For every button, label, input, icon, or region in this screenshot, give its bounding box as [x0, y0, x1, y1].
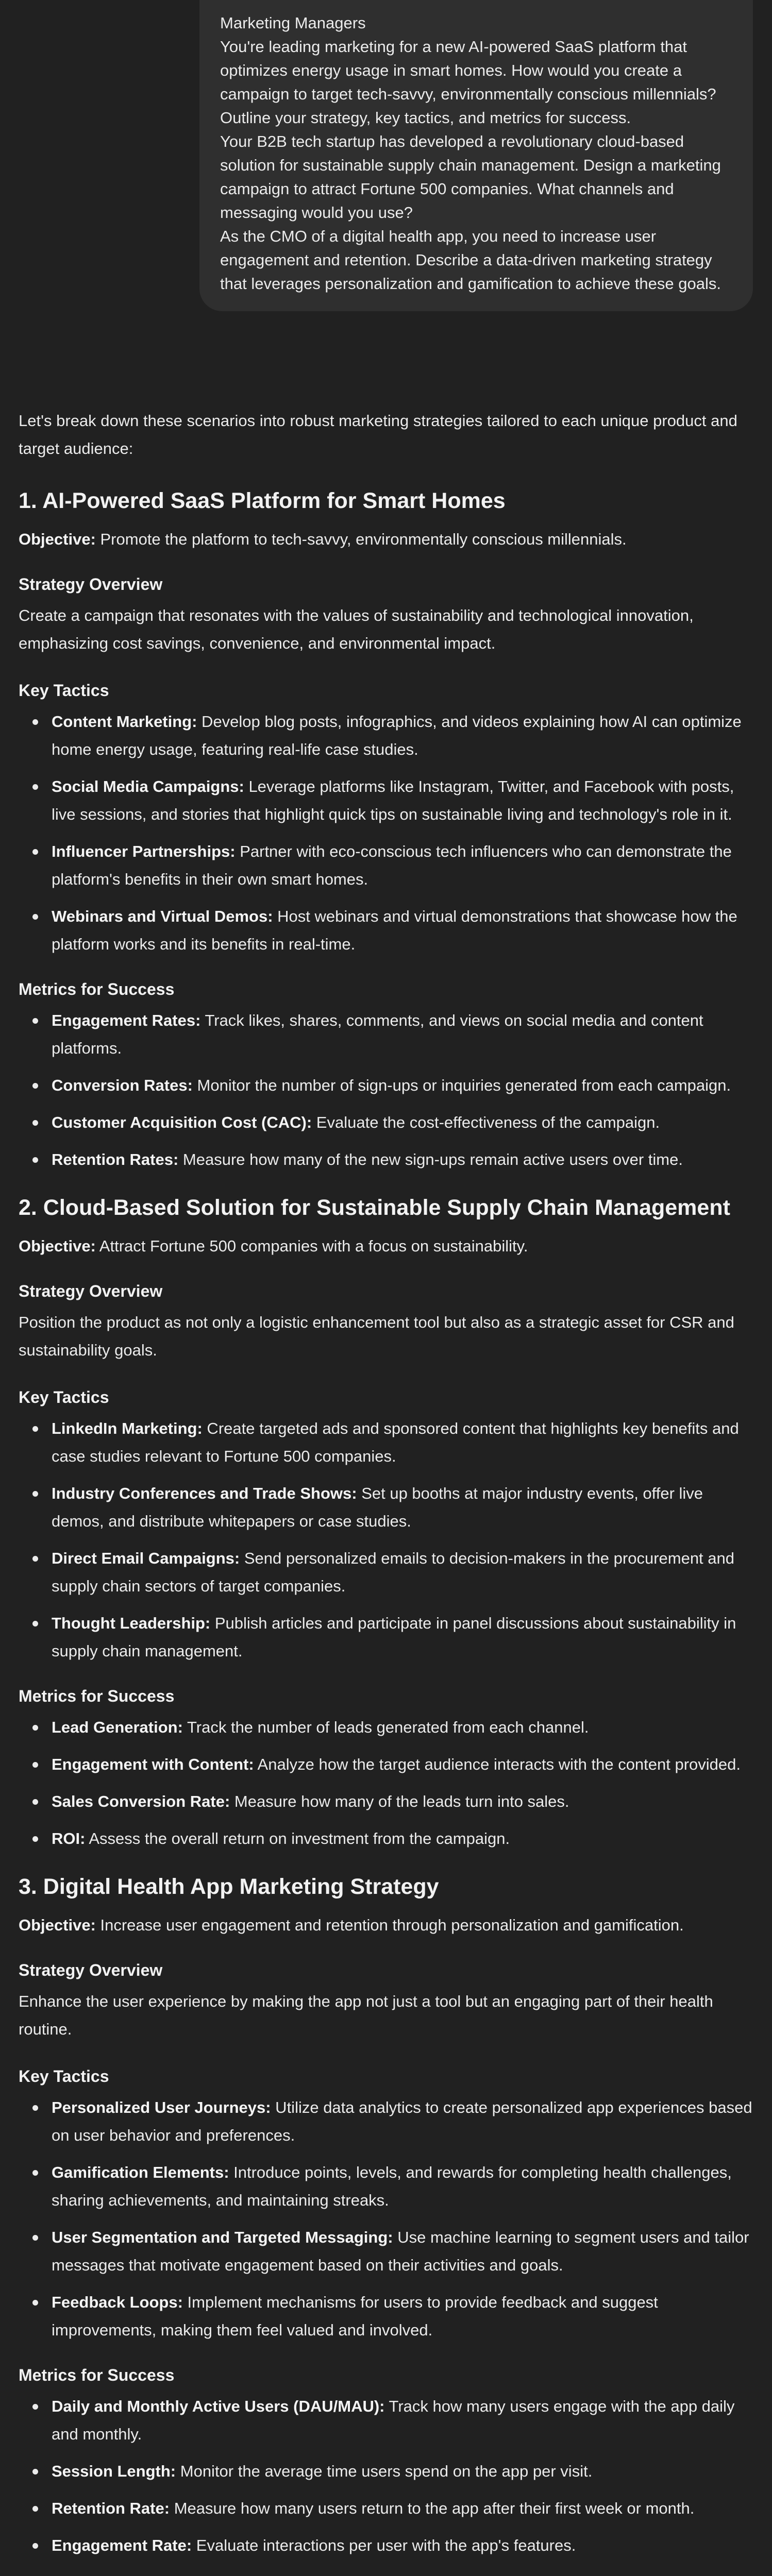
item-label: ROI:	[52, 1829, 86, 1848]
user-message-bubble	[199, 0, 753, 311]
list-item	[52, 838, 753, 893]
section-title: 3. Digital Health App Marketing Strategy	[19, 1874, 439, 1899]
list-item	[52, 2224, 753, 2279]
objective	[19, 1232, 753, 1260]
list-item	[52, 773, 753, 828]
list-item	[52, 1751, 753, 1778]
list-item	[52, 1609, 753, 1665]
objective-label: Objective:	[19, 530, 96, 548]
objective-text: Increase user engagement and retention through personalization and gamification.	[95, 1916, 684, 1934]
strategy-overview-heading: Strategy Overview	[19, 575, 163, 594]
metrics-list	[19, 1007, 753, 1174]
list-item	[52, 1146, 753, 1174]
item-text: Track how many users engage with the app daily and monthly.	[52, 2397, 735, 2443]
user-message-line: Marketing Managers	[220, 14, 366, 32]
metrics-heading: Metrics for Success	[19, 1687, 175, 1705]
list-item	[52, 1109, 753, 1137]
objective-text: Promote the platform to tech-savvy, environmentally conscious millennials.	[95, 530, 627, 548]
objective	[19, 526, 753, 553]
list-item	[52, 2393, 753, 2448]
objective-text: Attract Fortune 500 companies with a focus on sustainability.	[95, 1237, 528, 1255]
item-text: Measure how many of the new sign-ups remain active users over time.	[178, 1150, 683, 1168]
objective-label: Objective:	[19, 1237, 96, 1255]
item-text: Measure how many of the leads turn into sales.	[230, 1792, 569, 1810]
item-text: Evaluate the cost-effectiveness of the campaign.	[312, 1113, 660, 1131]
item-label: Daily and Monthly Active Users (DAU/MAU):	[52, 2397, 385, 2415]
metrics-heading: Metrics for Success	[19, 980, 175, 998]
list-item	[52, 1072, 753, 1099]
item-label: Session Length:	[52, 2462, 176, 2480]
item-label: Customer Acquisition Cost (CAC):	[52, 1113, 312, 1131]
item-label: Sales Conversion Rate:	[52, 1792, 230, 1810]
strategy-overview-heading: Strategy Overview	[19, 1961, 163, 1979]
item-label: Engagement with Content:	[52, 1755, 254, 1773]
objective	[19, 1911, 753, 1939]
assistant-message	[19, 407, 753, 2576]
key-tactics-list	[19, 708, 753, 958]
item-text: Use machine learning to segment users and tailor messages that motivate engagement based on their activities and goals.	[52, 2228, 749, 2274]
list-item	[52, 2094, 753, 2149]
item-text: Analyze how the target audience interacts with the content provided.	[254, 1755, 741, 1773]
item-text: Set up booths at major industry events, offer live demos, and distribute whitepapers or case studies.	[52, 1484, 703, 1530]
list-item	[52, 2289, 753, 2344]
section-title: 2. Cloud-Based Solution for Sustainable Supply Chain Management	[19, 1195, 730, 1220]
item-text: Implement mechanisms for users to provide feedback and suggest improvements, making them feel valued and involved.	[52, 2293, 658, 2339]
section-title: 1. AI-Powered SaaS Platform for Smart Homes	[19, 488, 506, 513]
key-tactics-heading: Key Tactics	[19, 2067, 109, 2086]
item-text: Monitor the average time users spend on the app per visit.	[176, 2462, 593, 2480]
list-item	[52, 1545, 753, 1600]
list-item	[52, 1480, 753, 1535]
item-label: Conversion Rates:	[52, 1076, 193, 1094]
item-label: Engagement Rate:	[52, 2536, 192, 2554]
metrics-list	[19, 2393, 753, 2560]
metrics-list	[19, 1714, 753, 1853]
list-item	[52, 1714, 753, 1741]
item-text: Partner with eco-conscious tech influencers who can demonstrate the platform's benefits in their own smart homes.	[52, 842, 732, 888]
item-label: Engagement Rates:	[52, 1011, 201, 1029]
strategy-overview-text: Create a campaign that resonates with the values of sustainability and technological innovation, emphasizing cost savings, convenience, and environmental impact.	[19, 606, 694, 652]
item-label: Influencer Partnerships:	[52, 842, 236, 860]
item-text: Introduce points, levels, and rewards for completing health challenges, sharing achievements, and maintaining streaks.	[52, 2163, 732, 2209]
item-label: Retention Rates:	[52, 1150, 179, 1168]
item-text: Evaluate interactions per user with the app's features.	[192, 2536, 576, 2554]
item-label: Feedback Loops:	[52, 2293, 183, 2311]
item-label: Thought Leadership:	[52, 1614, 211, 1632]
item-text: Track the number of leads generated from each channel.	[182, 1718, 589, 1736]
key-tactics-list	[19, 1415, 753, 1665]
user-message-line: You're leading marketing for a new AI-powered SaaS platform that optimizes energy usage in smart homes. How would you create a campaign to target tech-savvy, environmentally conscious millennials? Outline your strategy, key tactics, and metrics for success.	[220, 38, 716, 127]
strategy-overview-heading: Strategy Overview	[19, 1282, 163, 1300]
list-item	[52, 2458, 753, 2485]
item-label: Lead Generation:	[52, 1718, 183, 1736]
metrics-heading: Metrics for Success	[19, 2366, 175, 2384]
list-item	[52, 2495, 753, 2522]
item-text: Monitor the number of sign-ups or inquiries generated from each campaign.	[192, 1076, 731, 1094]
list-item	[52, 1007, 753, 1062]
user-message-line: As the CMO of a digital health app, you need to increase user engagement and retention. Describe a data-driven marketing strategy that leverages personalization and gamification to achieve these goals.	[220, 227, 721, 293]
key-tactics-heading: Key Tactics	[19, 681, 109, 700]
list-item	[52, 1825, 753, 1853]
item-text: Develop blog posts, infographics, and videos explaining how AI can optimize home energy usage, featuring real-life case studies.	[52, 713, 742, 758]
item-label: Social Media Campaigns:	[52, 777, 244, 795]
list-item	[52, 2532, 753, 2560]
item-text: Assess the overall return on investment from the campaign.	[85, 1829, 510, 1848]
strategy-overview-text: Position the product as not only a logistic enhancement tool but also as a strategic asset for CSR and sustainability goals.	[19, 1313, 734, 1359]
item-label: Direct Email Campaigns:	[52, 1549, 240, 1567]
list-item	[52, 708, 753, 764]
list-item	[52, 2159, 753, 2214]
intro-paragraph: Let's break down these scenarios into robust marketing strategies tailored to each unique product and target audience:	[19, 412, 737, 457]
section-smart-homes	[19, 485, 753, 1174]
item-label: User Segmentation and Targeted Messaging:	[52, 2228, 393, 2246]
item-label: Webinars and Virtual Demos:	[52, 907, 273, 925]
section-digital-health	[19, 1871, 753, 2560]
item-text: Publish articles and participate in panel discussions about sustainability in supply chain management.	[52, 1614, 736, 1660]
list-item	[52, 1788, 753, 1816]
key-tactics-heading: Key Tactics	[19, 1388, 109, 1406]
objective-label: Objective:	[19, 1916, 96, 1934]
item-text: Send personalized emails to decision-makers in the procurement and supply chain sectors of target companies.	[52, 1549, 735, 1595]
item-label: Content Marketing:	[52, 713, 197, 731]
item-text: Utilize data analytics to create personalized app experiences based on user behavior and preferences.	[52, 2098, 752, 2144]
item-label: LinkedIn Marketing:	[52, 1419, 203, 1437]
user-message-line: Your B2B tech startup has developed a revolutionary cloud-based solution for sustainable supply chain management. Design a marketing campaign to attract Fortune 500 companies. What channels and messaging would you use?	[220, 132, 721, 222]
item-text: Measure how many users return to the app after their first week or month.	[170, 2499, 695, 2517]
list-item	[52, 1415, 753, 1470]
item-label: Retention Rate:	[52, 2499, 170, 2517]
key-tactics-list	[19, 2094, 753, 2344]
list-item	[52, 903, 753, 958]
section-supply-chain	[19, 1192, 753, 1853]
strategy-overview-text: Enhance the user experience by making the app not just a tool but an engaging part of their health routine.	[19, 1992, 713, 2038]
item-text: Host webinars and virtual demonstrations that showcase how the platform works and its benefits in real-time.	[52, 907, 737, 953]
item-label: Personalized User Journeys:	[52, 2098, 271, 2116]
item-label: Gamification Elements:	[52, 2163, 229, 2181]
item-label: Industry Conferences and Trade Shows:	[52, 1484, 357, 1502]
item-text: Create targeted ads and sponsored content that highlights key benefits and case studies relevant to Fortune 500 companies.	[52, 1419, 739, 1465]
item-text: Leverage platforms like Instagram, Twitter, and Facebook with posts, live sessions, and stories that highlight quick tips on sustainable living and technology's role in it.	[52, 777, 734, 823]
item-text: Track likes, shares, comments, and views on social media and content platforms.	[52, 1011, 703, 1057]
